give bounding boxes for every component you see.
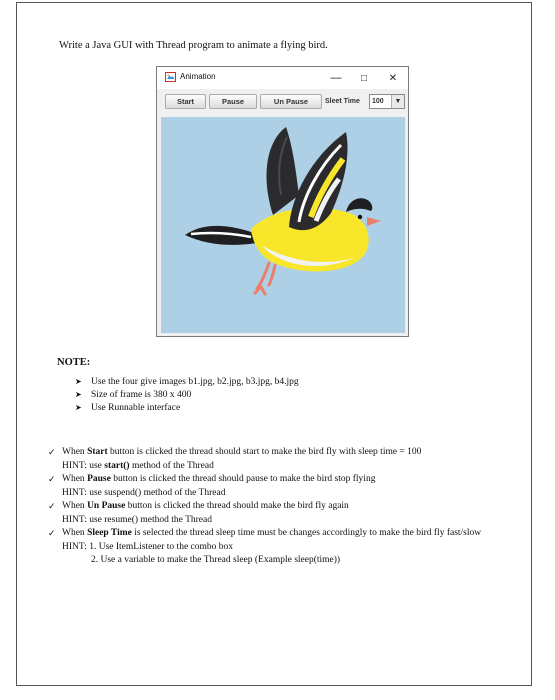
bird-legs <box>255 263 269 294</box>
control-toolbar <box>157 89 408 115</box>
java-app-icon <box>165 72 176 82</box>
note-item <box>75 403 299 416</box>
requirements-checklist <box>48 446 508 568</box>
note-item <box>75 390 299 403</box>
hint-line: 2. Use a variable to make the Thread sleep (Example sleep(time)) <box>91 555 341 565</box>
arrow-bullet-icon: ➤ <box>75 390 82 399</box>
bird-beak <box>367 217 381 226</box>
window-title: Animation <box>180 72 216 81</box>
checkmark-icon: ✓ <box>48 501 56 511</box>
sleep-time-combo[interactable] <box>369 94 405 109</box>
note-item <box>75 377 299 390</box>
chevron-down-icon[interactable]: ▼ <box>391 95 404 108</box>
start-button[interactable]: Start <box>165 94 206 109</box>
bird-eye <box>358 215 362 219</box>
unpause-button[interactable]: Un Pause <box>260 94 322 109</box>
sleep-time-value: 100 <box>372 98 384 105</box>
bird-back-wing <box>267 127 299 215</box>
note-item-text: Use Runnable interface <box>91 403 181 413</box>
hint-line: HINT: use resume() method the Thread <box>62 514 212 525</box>
note-heading: NOTE: <box>57 357 91 368</box>
arrow-bullet-icon: ➤ <box>75 403 82 412</box>
note-list <box>75 377 299 416</box>
sleep-time-label: Sleet Time <box>325 98 360 105</box>
task-statement: Write a Java GUI with Thread program to animate a flying bird. <box>59 40 328 51</box>
hint-line: HINT: 1. Use ItemListener to the combo box <box>62 541 234 552</box>
minimize-icon[interactable]: — <box>330 72 342 84</box>
animation-window <box>156 66 409 337</box>
maximize-icon[interactable]: □ <box>360 72 368 84</box>
checklist-item: ✓ When Pause button is clicked the thread should pause to make the bird stop flying <box>48 473 508 487</box>
checkmark-icon: ✓ <box>48 447 56 457</box>
checklist-item: ✓ When Start button is clicked the thread should start to make the bird fly with sleep time = 100 <box>48 446 508 460</box>
pause-button[interactable]: Pause <box>209 94 257 109</box>
close-icon[interactable]: ✕ <box>388 72 398 84</box>
bird-image <box>161 117 405 333</box>
note-item-text: Size of frame is 380 x 400 <box>91 390 192 400</box>
hint-line: HINT: use suspend() method of the Thread <box>62 487 226 498</box>
hint-line: HINT: use start() method of the Thread <box>62 460 214 471</box>
animation-canvas <box>161 117 405 333</box>
arrow-bullet-icon: ➤ <box>75 377 82 386</box>
window-titlebar[interactable] <box>157 67 408 89</box>
checklist-item: ✓ When Un Pause button is clicked the thread should make the bird fly again <box>48 500 508 514</box>
note-item-text: Use the four give images b1.jpg, b2.jpg, b3.jpg, b4.jpg <box>91 377 299 387</box>
checklist-item: ✓ When Sleep Time is selected the thread sleep time must be changes accordingly to make the bird fly fast/slow <box>48 527 508 541</box>
bird-cap <box>346 198 372 212</box>
checkmark-icon: ✓ <box>48 528 56 538</box>
checkmark-icon: ✓ <box>48 474 56 484</box>
